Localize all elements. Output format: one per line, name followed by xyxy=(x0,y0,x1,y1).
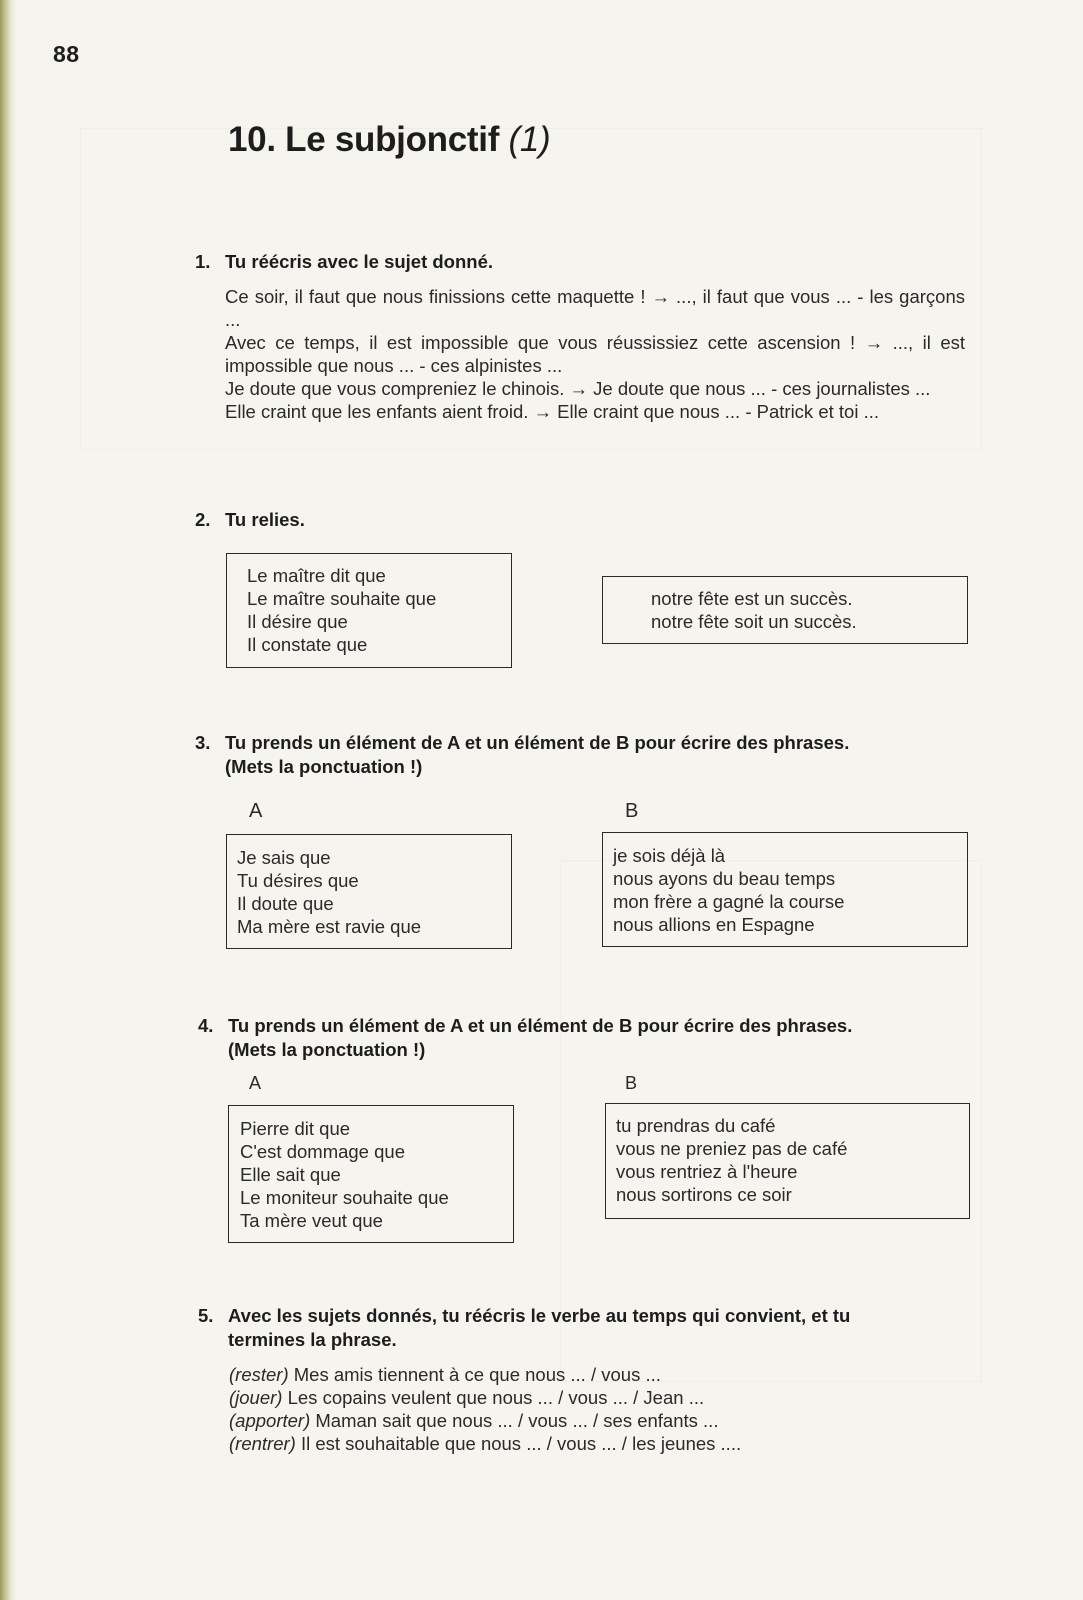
sentence-text: Mes amis tiennent à ce que nous ... / vous ... xyxy=(288,1364,661,1385)
exercise-line: Je doute que vous compreniez le chinois. → Je doute que nous ... - ces journalistes ... xyxy=(225,378,931,399)
box-item: Je sais que xyxy=(237,847,331,868)
exercise-line xyxy=(229,1386,741,1409)
exercise-instruction: Avec les sujets donnés, tu réécris le verbe au temps qui convient, et tu xyxy=(228,1305,851,1326)
exercise-number: 5. xyxy=(198,1305,214,1326)
exercise-5-body xyxy=(229,1363,741,1455)
verb-hint: (rentrer) xyxy=(229,1433,296,1454)
sentence-text: Les copains veulent que nous ... / vous ... / Jean ... xyxy=(282,1387,705,1408)
box-item: Tu désires que xyxy=(237,870,359,891)
box-item: Ta mère veut que xyxy=(240,1210,383,1231)
box-item: Pierre dit que xyxy=(240,1118,351,1139)
book-spine-edge xyxy=(0,0,16,1600)
box-item: Il constate que xyxy=(247,634,368,655)
box-item: C'est dommage que xyxy=(240,1141,405,1162)
box-item: Elle sait que xyxy=(240,1164,341,1185)
column-label-a: A xyxy=(249,1073,262,1093)
exercise-3-box-a xyxy=(226,834,512,949)
box-item: Il doute que xyxy=(237,893,334,914)
exercise-4-heading xyxy=(198,1014,852,1062)
exercise-5-heading xyxy=(198,1304,850,1352)
exercise-line xyxy=(229,1432,741,1455)
box-item: notre fête est un succès. xyxy=(651,588,853,609)
exercise-line xyxy=(229,1363,741,1386)
exercise-number: 4. xyxy=(198,1015,214,1036)
title-main: 10. Le subjonctif xyxy=(228,120,500,159)
verb-hint: (rester) xyxy=(229,1364,289,1385)
sentence-text: Maman sait que nous ... / vous ... / ses enfants ... xyxy=(310,1410,719,1431)
exercise-number: 3. xyxy=(195,732,211,753)
exercise-1-heading xyxy=(195,250,493,274)
exercise-line: Avec ce temps, il est impossible que vous réussissiez cette ascension ! → ..., il est impossible que nous ... - ces alpinistes ... xyxy=(225,332,965,376)
exercise-instruction: Tu prends un élément de A et un élément de B pour écrire des phrases. xyxy=(225,732,850,753)
column-label-a: A xyxy=(249,800,263,822)
exercise-instruction-cont: termines la phrase. xyxy=(228,1329,397,1350)
box-item: mon frère a gagné la course xyxy=(613,891,845,912)
exercise-4-box-a xyxy=(228,1105,514,1243)
exercise-instruction-cont: (Mets la ponctuation !) xyxy=(228,1039,426,1060)
box-item: tu prendras du café xyxy=(616,1115,776,1136)
box-item: nous sortirons ce soir xyxy=(616,1184,792,1205)
sentence-text: Il est souhaitable que nous ... / vous ... / les jeunes .... xyxy=(295,1433,742,1454)
box-item: notre fête soit un succès. xyxy=(651,611,857,632)
exercise-2-right-box xyxy=(602,576,968,644)
verb-hint: (apporter) xyxy=(229,1410,311,1431)
box-item: nous allions en Espagne xyxy=(613,914,815,935)
title-sub: (1) xyxy=(508,120,551,159)
box-item: Le maître dit que xyxy=(247,565,386,586)
box-item: vous ne preniez pas de café xyxy=(616,1138,848,1159)
exercise-2-heading xyxy=(195,508,305,532)
page-number: 88 xyxy=(53,41,80,67)
box-item: je sois déjà là xyxy=(613,845,726,866)
column-label-b: B xyxy=(625,1073,638,1093)
exercise-instruction-cont: (Mets la ponctuation !) xyxy=(225,756,423,777)
exercise-3-box-b xyxy=(602,832,968,947)
exercise-3-heading xyxy=(195,731,849,779)
box-item: Le maître souhaite que xyxy=(247,588,437,609)
page-title xyxy=(228,120,550,160)
exercise-line xyxy=(229,1409,741,1432)
exercise-instruction: Tu relies. xyxy=(225,509,305,530)
exercise-line: Elle craint que les enfants aient froid. → Elle craint que nous ... - Patrick et toi ... xyxy=(225,401,879,422)
exercise-4-box-b xyxy=(605,1103,970,1219)
exercise-number: 1. xyxy=(195,251,211,272)
exercise-1-body xyxy=(225,285,965,423)
column-label-b: B xyxy=(625,800,639,822)
exercise-instruction: Tu prends un élément de A et un élément de B pour écrire des phrases. xyxy=(228,1015,853,1036)
box-item: vous rentriez à l'heure xyxy=(616,1161,798,1182)
box-item: Ma mère est ravie que xyxy=(237,916,422,937)
box-item: Le moniteur souhaite que xyxy=(240,1187,449,1208)
box-item: Il désire que xyxy=(247,611,348,632)
exercise-line: Ce soir, il faut que nous finissions cette maquette ! → ..., il faut que vous ... - les garçons ... xyxy=(225,286,965,330)
verb-hint: (jouer) xyxy=(229,1387,283,1408)
exercise-number: 2. xyxy=(195,509,211,530)
exercise-instruction: Tu réécris avec le sujet donné. xyxy=(225,251,494,272)
exercise-2-left-box xyxy=(226,553,512,668)
box-item: nous ayons du beau temps xyxy=(613,868,836,889)
